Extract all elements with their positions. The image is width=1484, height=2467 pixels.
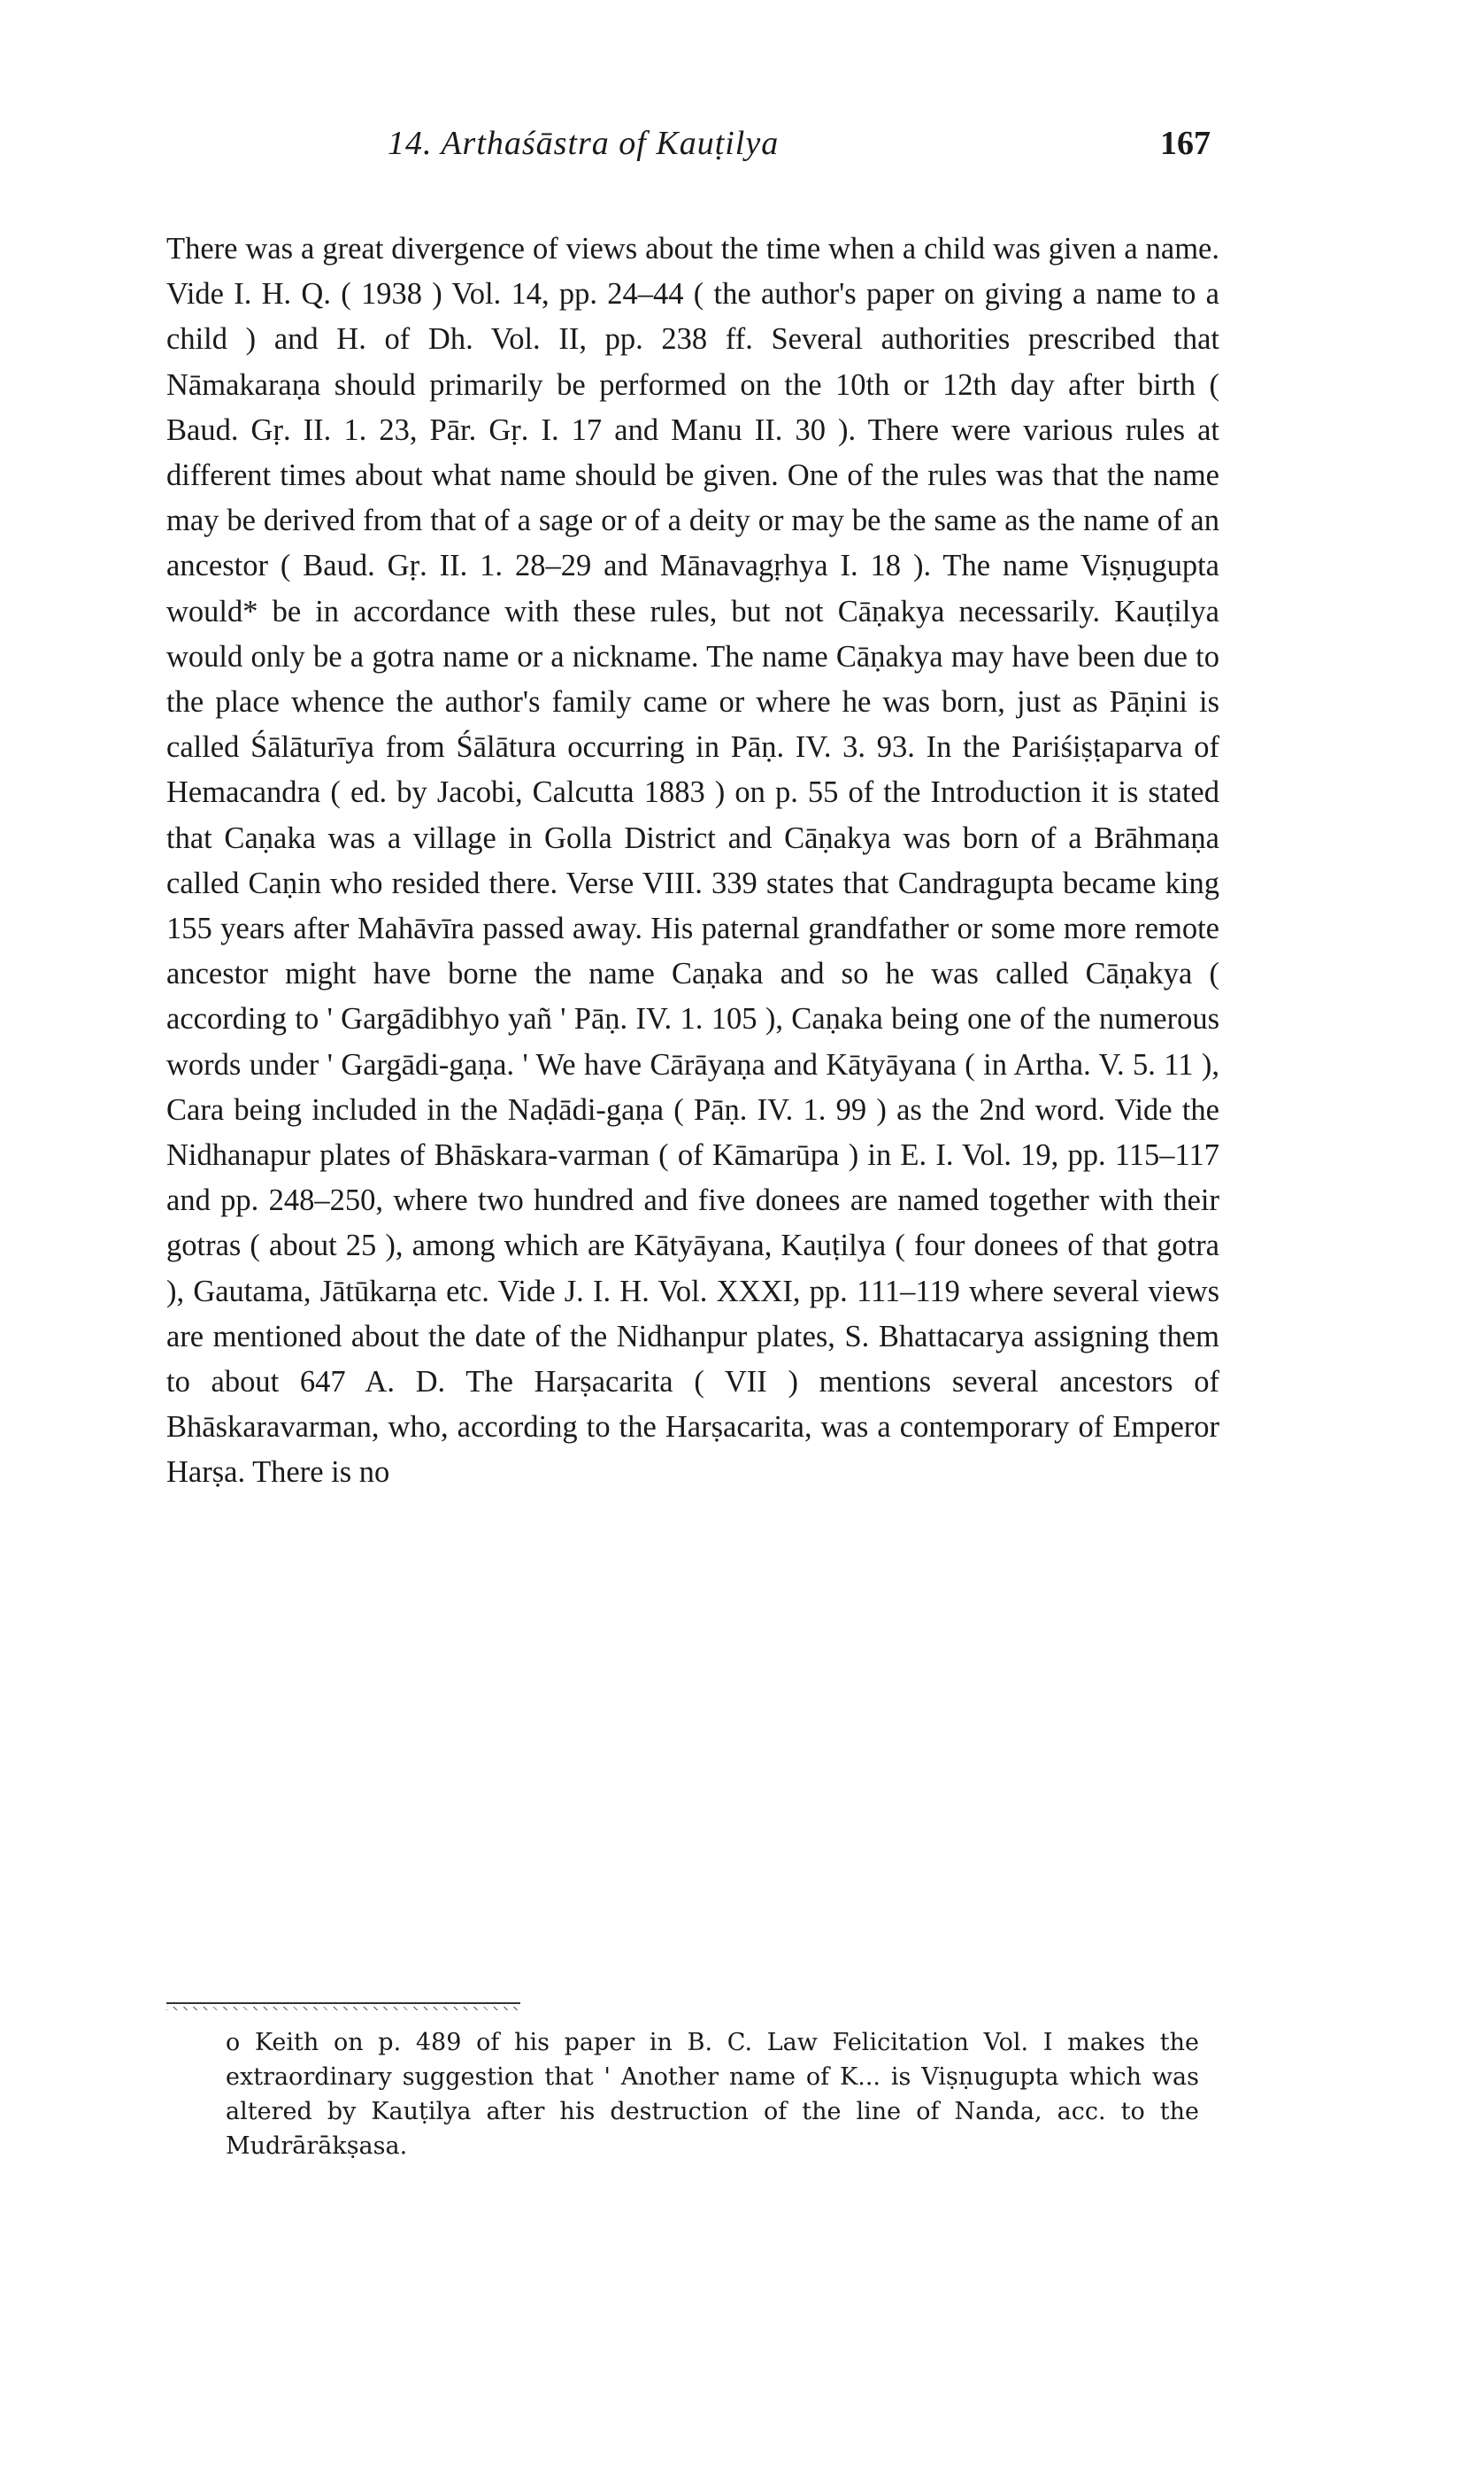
footnote-divider [166, 2002, 520, 2004]
body-paragraph: There was a great divergence of views about the time when a child was given a name. Vide I. H. Q. ( 1938 ) Vol. 14, pp. 24–44 ( the author's paper on giving a name to a child ) and H. of Dh. Vol. II, pp. 238 ff. Several authorities prescribed that Nāmakaraṇa should primarily be performed on the 10th or 12th day after birth ( Baud. Gṛ. II. 1. 23, Pār. Gṛ. I. 17 and Manu II. 30 ). There were various rules at different times about what name should be given. One of the rules was that the name may be derived from that of a sage or of a deity or may be the same as the name of an ancestor ( Baud. Gṛ. II. 1. 28–29 and Mānavagṛhya I. 18 ). The name Viṣṇugupta would* be in accordance with these rules, but not Cāṇakya necessarily. Kauṭilya would only be a gotra name or a nickname. The name Cāṇakya may have been due to the place whence the author's family came or where he was born, just as Pāṇini is called Śālāturīya from Śālātura occurring in Pāṇ. IV. 3. 93. In the Pariśiṣṭaparva of Hemacandra ( ed. by Jacobi, Calcutta 1883 ) on p. 55 of the Introduction it is stated that Caṇaka was a village in Golla District and Cāṇakya was born of a Brāhmaṇa called Caṇin who resided there. Verse VIII. 339 states that Candragupta became king 155 years after Mahāvīra passed away. His paternal grandfather or some more remote ancestor might have borne the name Caṇaka and so he was called Cāṇakya ( according to ' Gargādibhyo yañ ' Pāṇ. IV. 1. 105 ), Caṇaka being one of the numerous words under ' Gargādi-gaṇa. ' We have Cārāyaṇa and Kātyāyana ( in Artha. V. 5. 11 ), Cara being included in the Naḍādi-gaṇa ( Pāṇ. IV. 1. 99 ) as the 2nd word. Vide the Nidhanapur plates of Bhāskara-varman ( of Kāmarūpa ) in E. I. Vol. 19, pp. 115–117 and pp. 248–250, where two hundred and five donees are named together with their gotras ( about 25 ), among which are Kātyāyana, Kauṭilya ( four donees of that gotra ), Gautama, Jātūkarṇa etc. Vide J. I. H. Vol. XXXI, pp. 111–119 where several views are mentioned about the date of the Nidhanpur plates, S. Bhattacarya assigning them to about 647 A. D. The Harṣacarita ( VII ) mentions several ancestors of Bhāskaravarman, who, according to the Harṣacarita, was a contemporary of Emperor Harṣa. There is no [166, 232, 1219, 1490]
footnote: o Keith on p. 489 of his paper in B. C. Law Felicitation Vol. I makes the extraordinary suggestion that ' Another name of K... is Viṣṇugupta which was altered by Kauṭilya after his destruction of the line of Nanda, acc. to the Mudrārākṣasa. [226, 2029, 1199, 2160]
page-header [166, 124, 1219, 177]
running-title: 14. Arthaśāstra of Kauṭilya [388, 125, 780, 162]
page-number: 167 [1160, 125, 1211, 162]
